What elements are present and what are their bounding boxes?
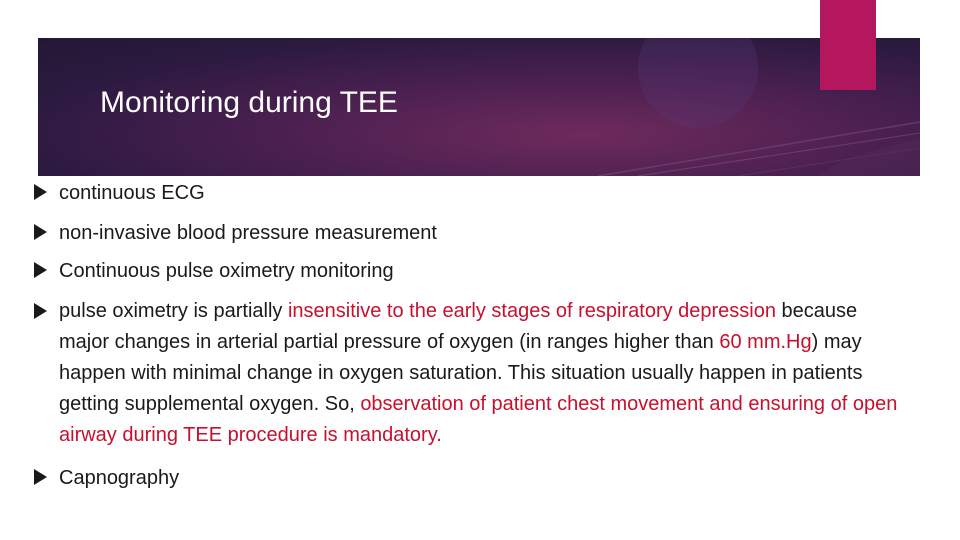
bullet-text: continuous ECG (59, 182, 205, 204)
emphasis-text: 60 mm.Hg (719, 331, 812, 353)
bullet-item (30, 180, 910, 206)
bullet-text: ) may happen with minimal change in oxygen saturation. This situation usually happen in patients getting supplemental oxygen. So, (59, 331, 863, 415)
bullet-text: Capnography (59, 467, 180, 489)
bullet-item (30, 296, 910, 451)
bullet-text: non-invasive blood pressure measurement (59, 222, 437, 244)
bullet-item (30, 465, 910, 491)
triangle-bullet-icon (34, 184, 47, 200)
bullet-text: pulse oximetry is partially (59, 300, 288, 322)
accent-tab (820, 0, 876, 90)
triangle-bullet-icon (34, 303, 47, 319)
bullet-text: Continuous pulse oximetry monitoring (59, 260, 394, 282)
bullet-item (30, 258, 910, 284)
bullet-item (30, 220, 910, 246)
triangle-bullet-icon (34, 469, 47, 485)
triangle-bullet-icon (34, 224, 47, 240)
title-banner (38, 38, 920, 176)
slide-title: Monitoring during TEE (100, 86, 398, 119)
bullet-text: because major changes in arterial partial pressure of oxygen (in ranges higher than (59, 300, 858, 353)
emphasis-text: observation of patient chest movement and ensuring of open airway during TEE procedure is mandatory. (59, 393, 898, 446)
bullet-list (30, 180, 910, 491)
emphasis-text: insensitive to the early stages of respiratory depression (287, 300, 776, 322)
triangle-bullet-icon (34, 262, 47, 278)
